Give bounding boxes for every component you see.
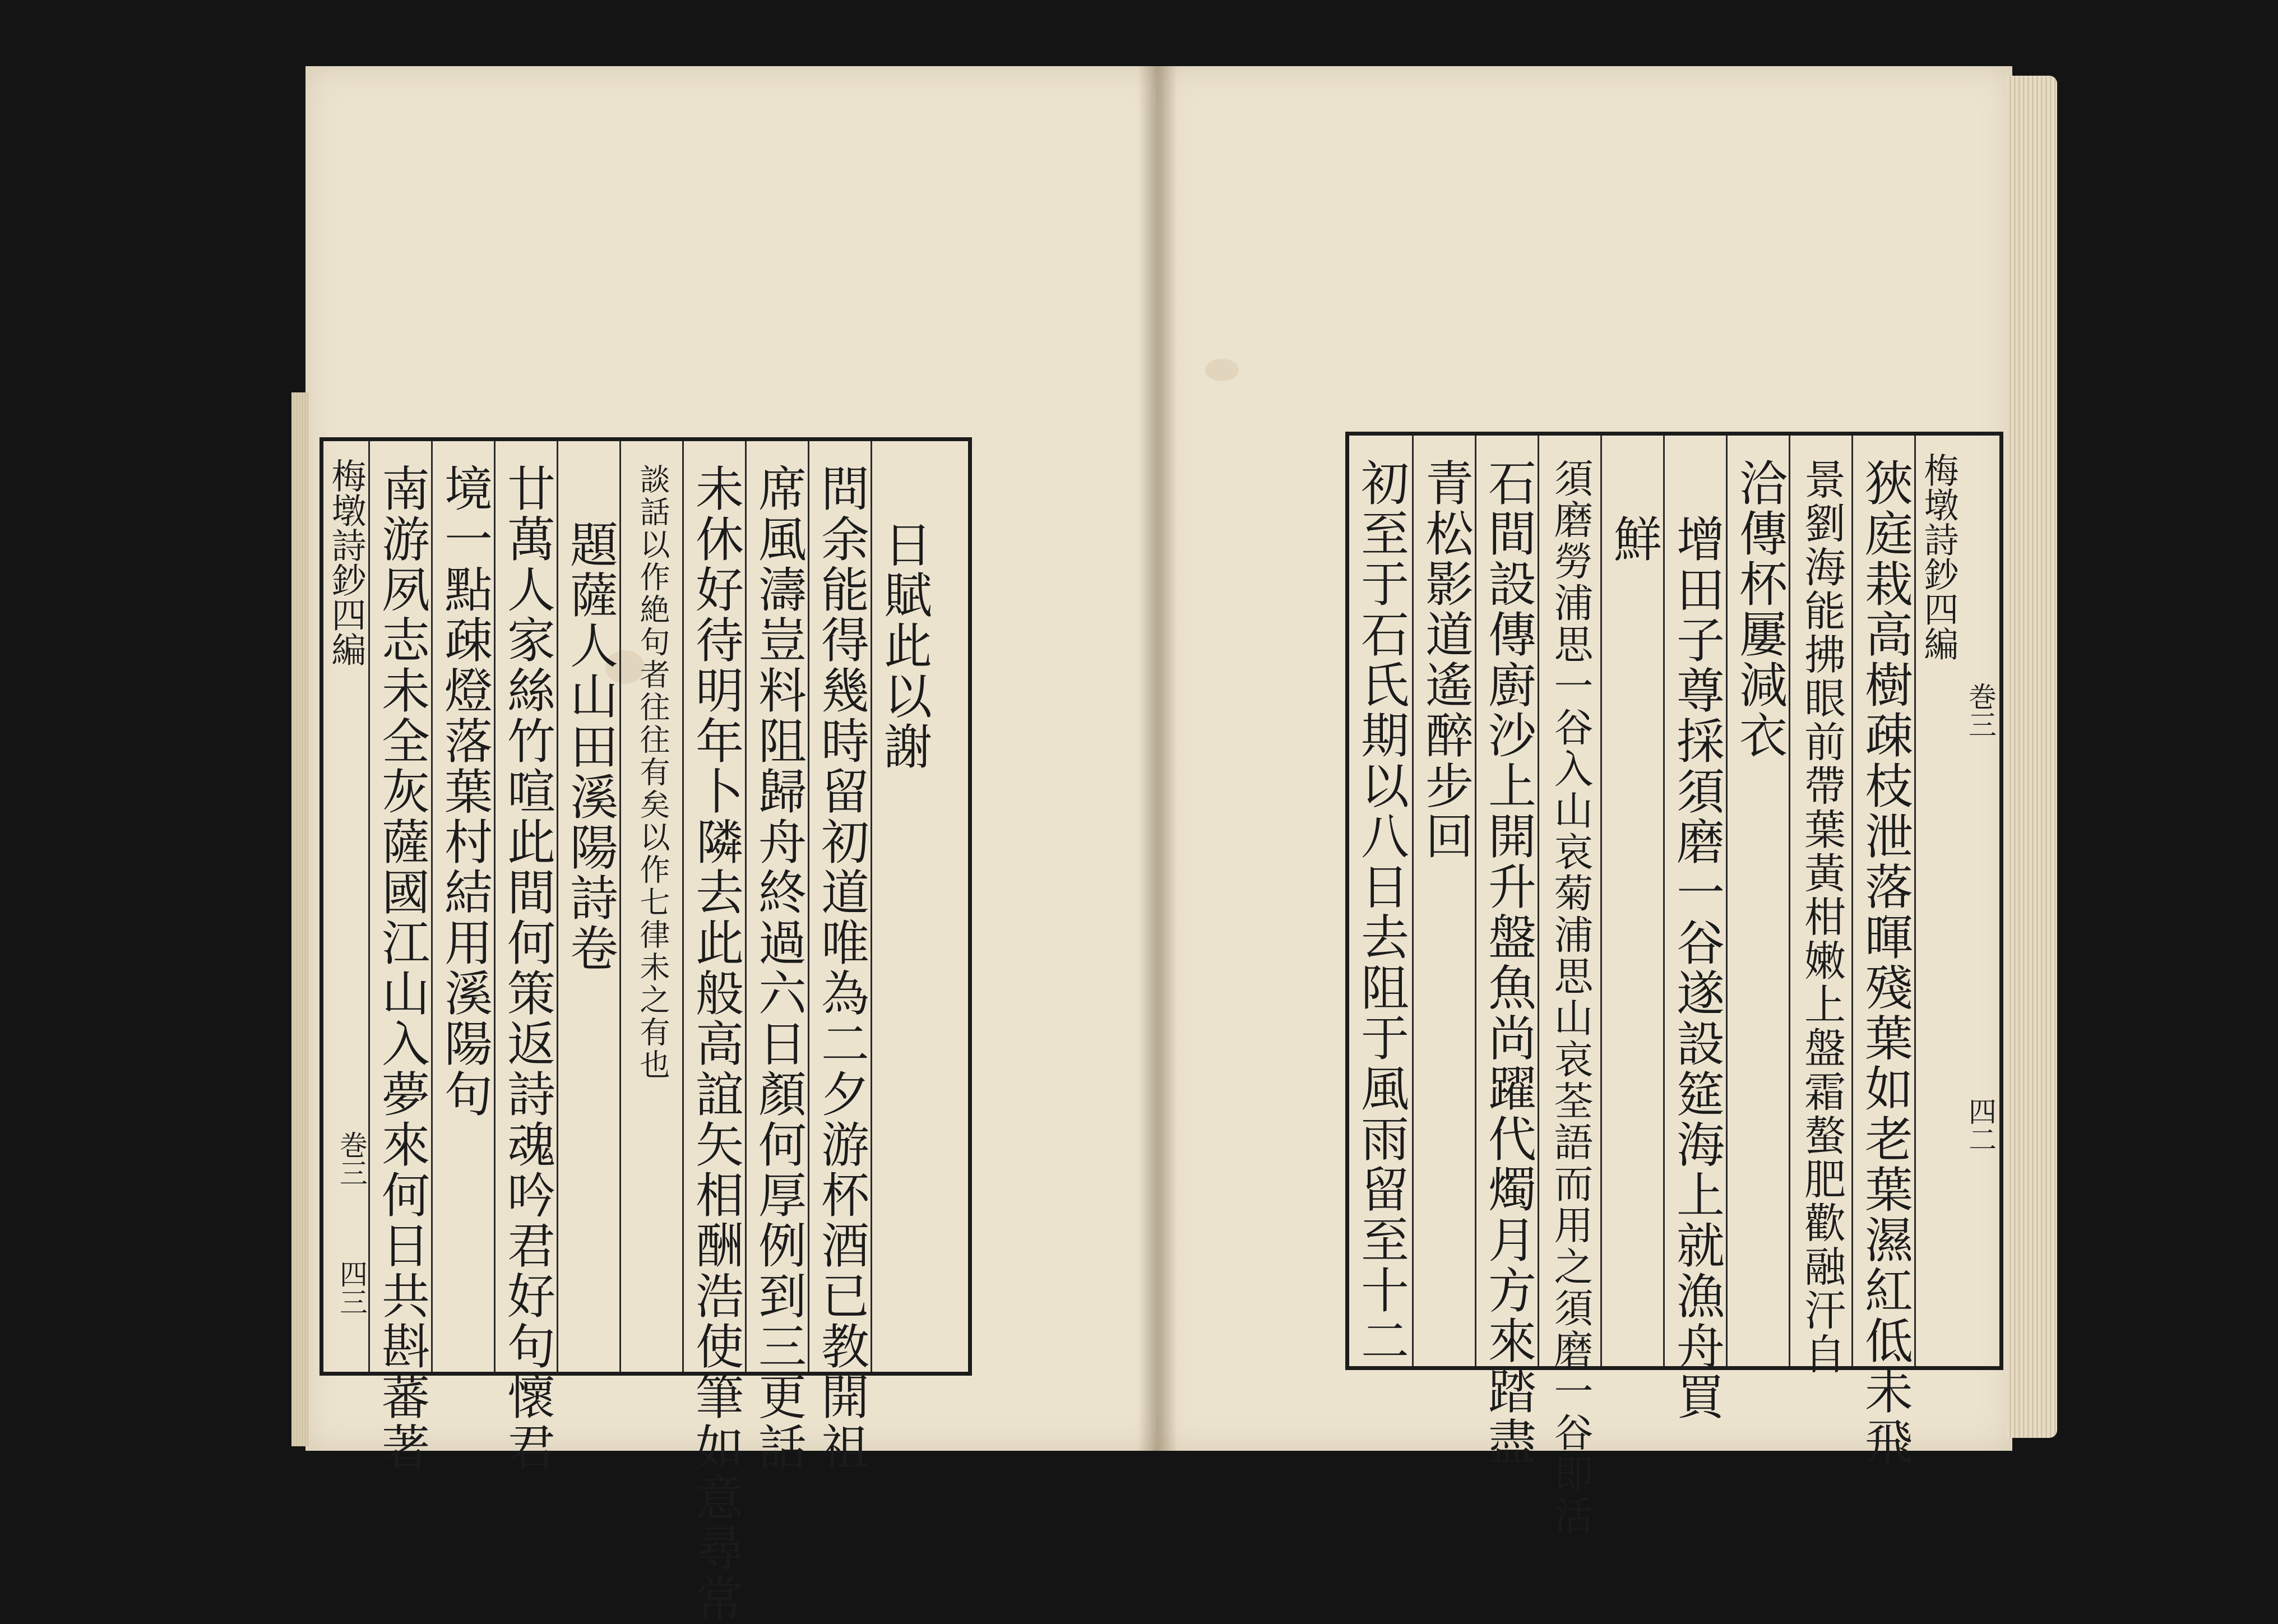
text-column (1538, 436, 1602, 1537)
column-text: 廿萬人家絲竹喧此間何策返詩魂吟君好句懷君 (499, 464, 555, 1473)
column-text: 日賦此以謝 (876, 520, 932, 772)
column-text: 鮮 (1605, 514, 1661, 565)
column-text: 談話以作絶句者往往有矣以作七律未之有也 (635, 464, 670, 1081)
column-text: 題薩人山田溪陽詩卷 (562, 520, 618, 974)
column-text: 未休好待明年卜隣去此般高誼矢相酬浩使筆如意尋常 (687, 464, 743, 1624)
column-text: 須磨勞浦思一谷入山哀菊浦思山哀荃語而用之須磨一谷即活 (1548, 458, 1594, 1537)
left-text-frame (320, 437, 972, 1624)
text-column (1789, 436, 1853, 1376)
text-column (1663, 436, 1728, 1422)
left-volume: 巻三 (335, 1131, 368, 1187)
right-spine-column (1914, 436, 1961, 1366)
right-margin-title: 梅墩詩鈔四編 (1918, 452, 1959, 661)
column-text: 狹庭栽高樹疎枝泄落暉殘葉如老葉濕紅低未飛 (1856, 458, 1913, 1467)
text-column (619, 441, 684, 1372)
left-margin-title: 梅墩詩鈔四編 (326, 458, 367, 667)
column-text: 問余能得幾時留初道唯為二夕游杯酒已教開祖 (813, 464, 869, 1473)
left-page-number: 四三 (335, 1260, 368, 1316)
column-text: 初至于石氏期以八日去阻于風雨留至十二 (1353, 458, 1409, 1366)
text-column (808, 441, 872, 1473)
text-column (745, 441, 809, 1473)
text-column (1475, 436, 1539, 1467)
text-column (1600, 436, 1665, 1366)
column-text: 南游夙志未全灰薩國江山入夢來何日共斟蕃著 (373, 464, 429, 1473)
text-column (1851, 436, 1916, 1467)
column-text: 石間設傳廚沙上開升盤魚尚躍代燭月方來踏盡 (1480, 458, 1536, 1467)
column-text: 洽傳杯屢減衣 (1731, 458, 1787, 761)
column-text: 景劉海能拂眼前帶葉黃柑嫩上盤霜螯肥歡融汗自 (1798, 458, 1846, 1376)
page-edges-right (2007, 76, 2057, 1438)
page-edges-left (291, 392, 308, 1446)
text-column (1412, 436, 1476, 1366)
text-column (494, 441, 558, 1473)
right-volume: 巻三 (1964, 682, 1997, 738)
column-text: 青松影道遙醉步回 (1417, 458, 1473, 862)
left-spine-column (323, 441, 368, 1372)
paper-stain (1205, 359, 1239, 381)
text-column (557, 441, 621, 1372)
right-page-number: 四二 (1964, 1097, 1997, 1153)
column-text: 席風濤豈料阻歸舟終過六日顏何厚例到三更話 (750, 464, 806, 1473)
column-text: 境一點疎燈落葉村結用溪陽句 (436, 464, 492, 1119)
book-gutter (1138, 66, 1177, 1451)
text-column (1726, 436, 1790, 1366)
right-text-frame (1345, 432, 2003, 1537)
text-column (682, 441, 747, 1624)
text-column (871, 441, 935, 1372)
text-column (431, 441, 496, 1372)
text-column (1349, 436, 1412, 1366)
column-text: 增田子尊採須磨一谷遂設筵海上就漁舟買 (1668, 514, 1724, 1422)
text-column (368, 441, 433, 1473)
